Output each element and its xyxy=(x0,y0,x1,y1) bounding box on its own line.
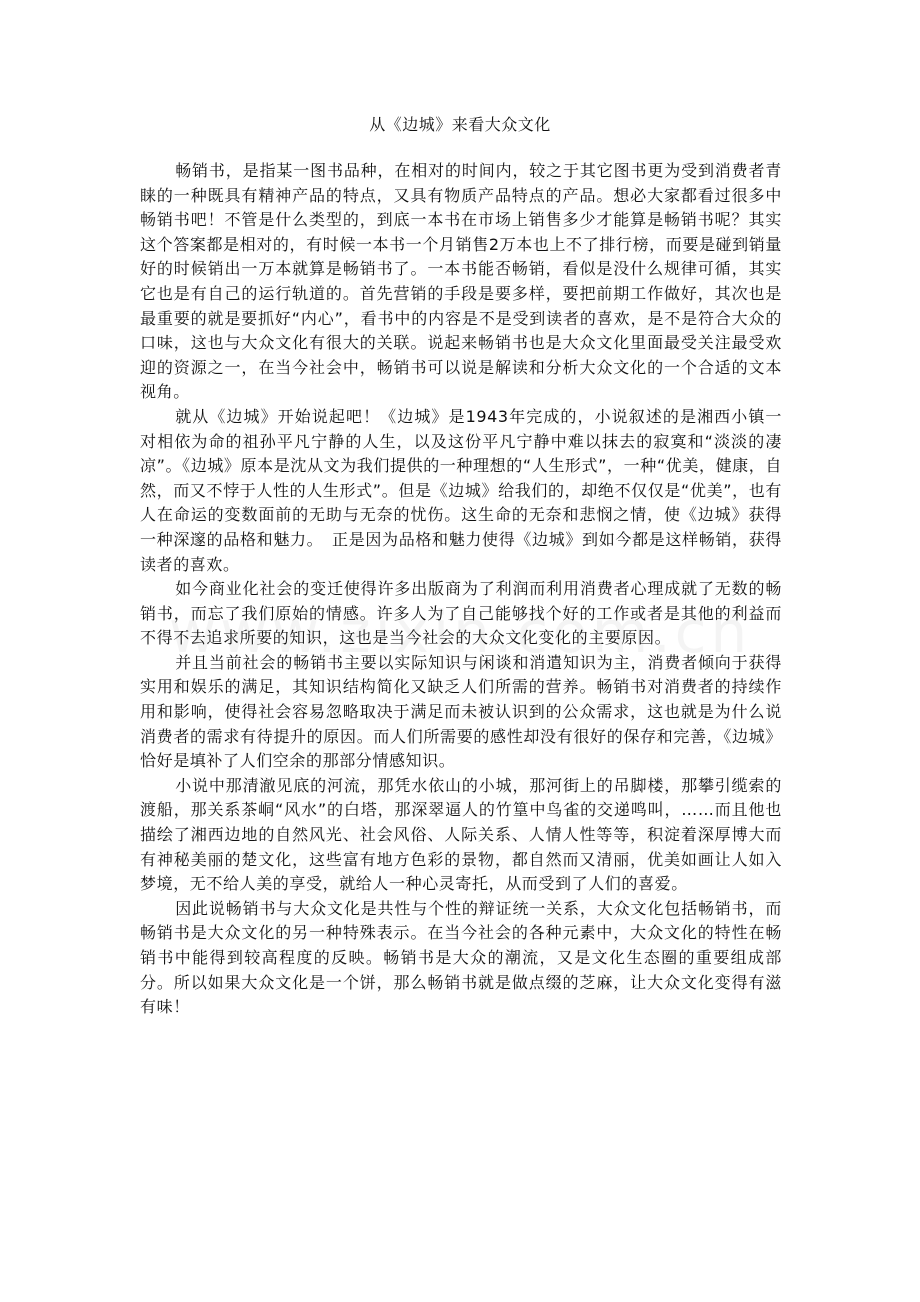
paragraph-6: 因此说畅销书与大众文化是共性与个性的辩证统一关系，大众文化包括畅销书，而畅销书是大众文化的另一种特殊表示。在当今社会的各种元素中，大众文化的特性在畅销书中能得到较高程度的反映。畅销书是大众的潮流，又是文化生态圈的重要组成部分。所以如果大众文化是一个饼，那么畅销书就是做点缀的芝麻，让大众文化变得有滋有味！ xyxy=(140,898,782,1017)
document-body xyxy=(140,159,782,1020)
document-title: 从《边城》来看大众文化 xyxy=(369,115,551,134)
paragraph-4: 并且当前社会的畅销书主要以实际知识与闲谈和消遣知识为主，消费者倾向于获得实用和娱乐的满足，其知识结构简化又缺乏人们所需的营养。畅销书对消费者的持续作用和影响，使得社会容易忽略取决于满足而未被认识到的公众需求，这也就是为什么说消费者的需求有待提升的原因。而人们所需要的感性却没有很好的保存和完善，《边城》恰好是填补了人们空余的那部分情感知识。 xyxy=(140,652,782,771)
paragraph-5: 小说中那清澈见底的河流，那凭水依山的小城，那河街上的吊脚楼，那攀引缆索的渡船，那关系茶峒“风水”的白塔，那深翠逼人的竹篁中鸟雀的交递鸣叫，……而且他也描绘了湘西边地的自然风光、社会风俗、人际关系、人情人性等等，积淀着深厚博大而有神秘美丽的楚文化，这些富有地方色彩的景物，都自然而又清丽，优美如画让人如入梦境，无不给人美的享受，就给人一种心灵寄托，从而受到了人们的喜爱。 xyxy=(140,775,782,894)
paragraph-1: 畅销书，是指某一图书品种，在相对的时间内，较之于其它图书更为受到消费者青睐的一种既具有精神产品的特点，又具有物质产品特点的产品。想必大家都看过很多中畅销书吧！不管是什么类型的，到底一本书在市场上销售多少才能算是畅销书呢？其实这个答案都是相对的，有时候一本书一个月销售2万本也上不了排行榜，而要是碰到销量好的时候销出一万本就算是畅销书了。一本书能否畅销，看似是没什么规律可循，其实它也是有自己的运行轨道的。首先营销的手段是要多样，要把前期工作做好，其次也是最重要的就是要抓好“内心”，看书中的内容是不是受到读者的喜欢，是不是符合大众的口味，这也与大众文化有很大的关联。说起来畅销书也是大众文化里面最受关注最受欢迎的资源之一，在当今社会中，畅销书可以说是解读和分析大众文化的一个合适的文本视角。 xyxy=(140,161,782,402)
paragraph-3: 如今商业化社会的变迁使得许多出版商为了利润而利用消费者心理成就了无数的畅销书，而忘了我们原始的情感。许多人为了自己能够找个好的工作或者是其他的利益而不得不去追求所要的知识，这也是当今社会的大众文化变化的主要原因。 xyxy=(140,579,782,648)
paragraph-2: 就从《边城》开始说起吧！《边城》是1943年完成的，小说叙述的是湘西小镇一对相依为命的祖孙平凡宁静的人生，以及这份平凡宁静中难以抹去的寂寞和“淡淡的凄凉”。《边城》原本是沈从文为我们提供的一种理想的“人生形式”，一种“优美，健康，自然，而又不悖于人性的人生形式”。但是《边城》给我们的，却绝不仅仅是“优美”，也有人在命运的变数面前的无助与无奈的忧伤。这生命的无奈和悲悯之情，使《边城》获得一种深邃的品格和魅力。 正是因为品格和魅力使得《边城》到如今都是这样畅销，获得读者的喜欢。 xyxy=(140,406,782,574)
